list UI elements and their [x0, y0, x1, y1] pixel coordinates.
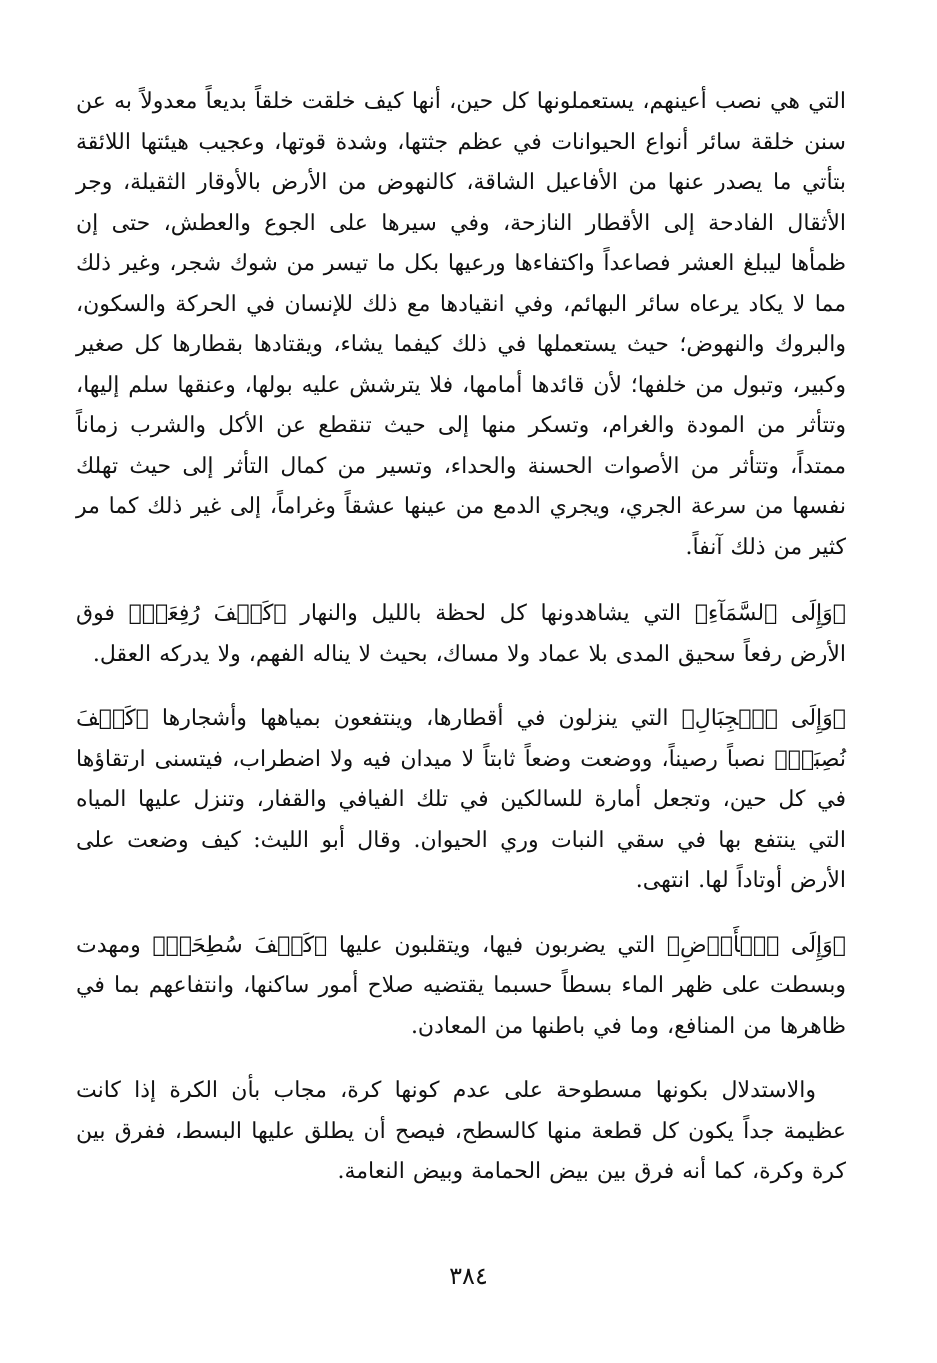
page-number: ٣٨٤ [449, 1262, 488, 1290]
paragraph-mountains: ﴿وَإِلَى ٱلۡجِبَالِ﴾ التي ينزلون في أقطارها، وينتفعون بمياهها وأشجارها ﴿كَيۡفَ نُصِبَتۡ﴾ نصباً رصيناً، ووضعت وضعاً ثابتاً لا ميدان فيه ولا اضطراب، فيتسنى ارتقاؤها في كل حين، وتجعل أمارة للسالكين في تلك الفيافي والقفار، وتنزل عليها المياه التي ينتفع بها في سقي النبات وري الحيوان. وقال أبو الليث: كيف وضعت على الأرض أوتاداً لها. انتهى. [76, 706, 846, 893]
page-body [76, 82, 846, 1282]
paragraph-sphere: والاستدلال بكونها مسطوحة على عدم كونها كرة، مجاب بأن الكرة إذا كانت عظيمة جداً يكون كل قطعة منها كالسطح، فيصح أن يطلق عليها البسط، ففرق بين كرة وكرة، كما أنه فرق بين بيض الحمامة وبيض النعامة. [76, 1078, 846, 1184]
paragraph-earth: ﴿وَإِلَى ٱلۡأَرۡضِ﴾ التي يضربون فيها، ويتقلبون عليها ﴿كَيۡفَ سُطِحَتۡ﴾ ومهدت وبسطت على ظهر الماء بسطاً حسبما يقتضيه صلاح أمور ساكنها، وانتفاعهم بما في ظاهرها من المنافع، وما في باطنها من المعادن. [76, 932, 846, 1039]
paragraph-sky: ﴿وَإِلَى ٱلسَّمَآءِ﴾ التي يشاهدونها كل لحظة بالليل والنهار ﴿كَيۡفَ رُفِعَتۡ﴾ فوق الأرض رفعاً سحيق المدى بلا عماد ولا مساك، بحيث لا يناله الفهم، ولا يدركه العقل. [76, 601, 846, 667]
paragraph-camels: التي هي نصب أعينهم، يستعملونها كل حين، أنها كيف خلقت خلقاً بديعاً معدولاً به عن سنن خلقة سائر أنواع الحيوانات في عظم جثتها، وشدة قوتها، وعجيب هيئتها اللائقة بتأتي ما يصدر عنها من الأفاعيل الشاقة، كالنهوض من الأرض بالأوقار الثقيلة، وجر الأثقال الفادحة إلى الأقطار النازحة، وفي سيرها على الجوع والعطش، حتى إن ظمأها ليبلغ العشر فصاعداً واكتفاءها ورعيها بكل ما تيسر من شوك شجر، وغير ذلك مما لا يكاد يرعاه سائر البهائم، وفي انقيادها مع ذلك للإنسان في الحركة والسكون، والبروك والنهوض؛ حيث يستعملها في ذلك كيفما يشاء، ويقتادها بقطارها كل صغير وكبير، وتبول من خلفها؛ لأن قائدها أمامها، فلا يترشش عليه بولها، وعنقها سلم إليها، وتتأثر من المودة والغرام، وتسكر منها إلى حيث تنقطع عن الأكل والشرب زماناً ممتداً، وتتأثر من الأصوات الحسنة والحداء، وتسير من كمال التأثر إلى حيث تهلك نفسها من سرعة الجري، ويجري الدمع من عينها عشقاً وغراماً، إلى غير ذلك كما مر كثير من ذلك آنفاً. [76, 89, 846, 560]
